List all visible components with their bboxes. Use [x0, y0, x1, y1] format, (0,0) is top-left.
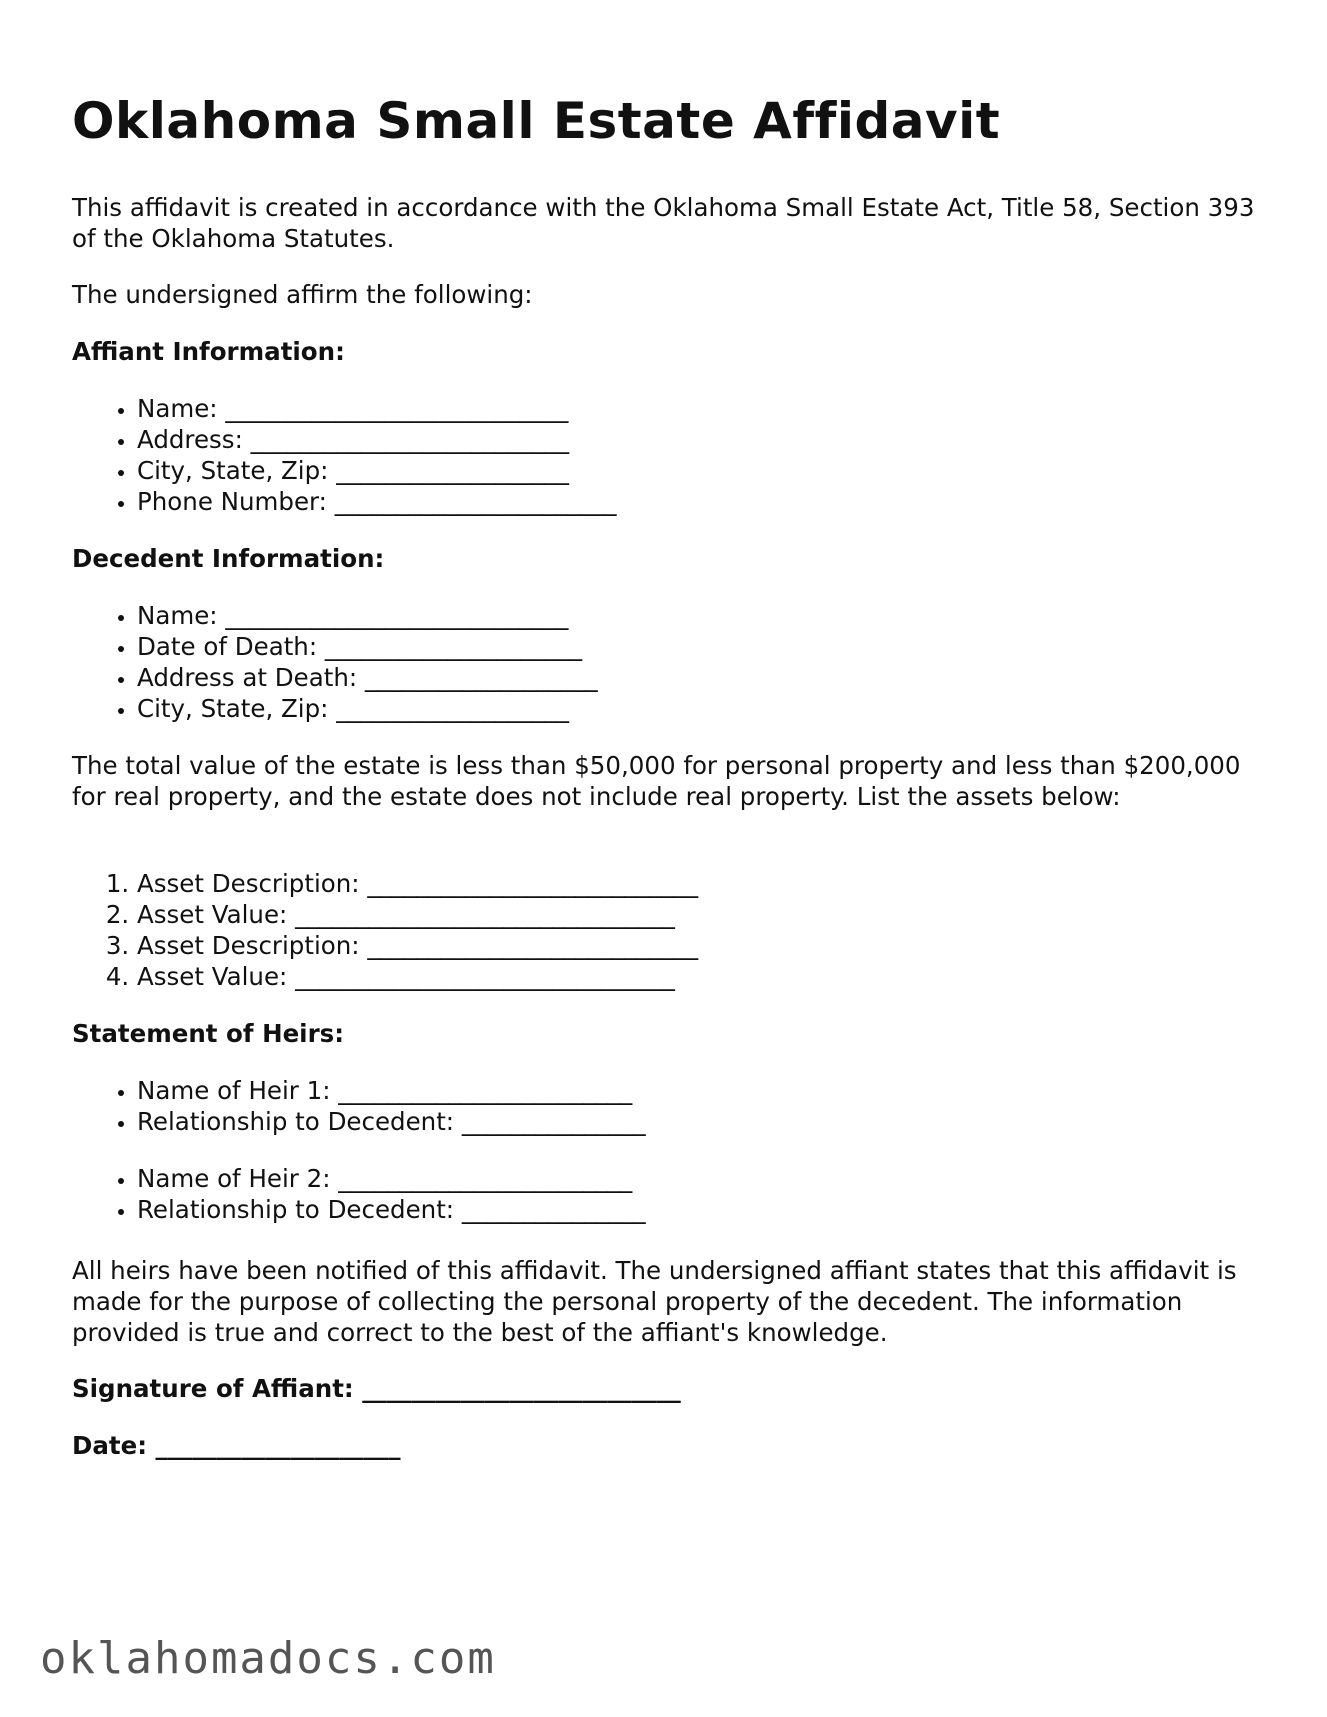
list-item: • Address at Death: ___________________ [137, 662, 1262, 693]
affirm-statement: The undersigned affirm the following: [72, 280, 533, 309]
list-item: • Date of Death: _____________________ [137, 631, 1262, 662]
intro-paragraph: This affidavit is created in accordance with the Oklahoma Small Estate Act, Title 58, Section 393 of the Oklahoma Statutes. [72, 193, 1255, 253]
signature-line: Signature of Affiant: __________________________ [72, 1374, 681, 1403]
affiant-list [72, 393, 1262, 517]
list-item: • Name: ____________________________ [137, 393, 1262, 424]
heirs-list-1 [72, 1075, 1262, 1137]
heirs-heading: Statement of Heirs: [72, 1019, 345, 1048]
decedent-list [72, 600, 1262, 724]
list-item: 2. Asset Value: _______________________________ [137, 899, 1262, 930]
list-item: • City, State, Zip: ___________________ [137, 455, 1262, 486]
list-item: • Name of Heir 2: ________________________ [137, 1163, 1262, 1194]
affirm-section [72, 279, 1262, 310]
notice-paragraph: All heirs have been notified of this affidavit. The undersigned affiant states that this affidavit is made for the purpose of collecting the personal property of the decedent. The information provided is true and correct to the best of the affiant's knowledge. [72, 1256, 1237, 1347]
signature-section [72, 1373, 1262, 1404]
assets-section [72, 868, 1262, 992]
list-item: 3. Asset Description: ___________________________ [137, 930, 1262, 961]
list-item: 1. Asset Description: ___________________________ [137, 868, 1262, 899]
decedent-heading: Decedent Information: [72, 544, 385, 573]
affiant-section [72, 336, 1262, 517]
affiant-heading: Affiant Information: [72, 337, 345, 366]
intro-section [72, 192, 1262, 254]
list-item: • Name: ____________________________ [137, 600, 1262, 631]
assets-list [72, 868, 1262, 992]
date-section [72, 1430, 1262, 1461]
list-item: • City, State, Zip: ___________________ [137, 693, 1262, 724]
date-line: Date: ____________________ [72, 1431, 401, 1460]
decedent-section [72, 543, 1262, 724]
estate-value-paragraph: The total value of the estate is less than $50,000 for personal property and less than $200,000 for real property, and the estate does not include real property. List the assets below: [72, 751, 1241, 811]
notice-section [72, 1255, 1262, 1348]
estate-value-section [72, 750, 1262, 812]
footer-watermark: oklahomadocs.com [40, 1633, 496, 1684]
list-item: • Relationship to Decedent: _______________ [137, 1106, 1262, 1137]
heirs-section [72, 1018, 1262, 1225]
heirs-list-2 [72, 1163, 1262, 1225]
list-item: • Address: __________________________ [137, 424, 1262, 455]
list-item: • Name of Heir 1: ________________________ [137, 1075, 1262, 1106]
list-item: 4. Asset Value: _______________________________ [137, 961, 1262, 992]
list-item: • Phone Number: _______________________ [137, 486, 1262, 517]
list-item: • Relationship to Decedent: _______________ [137, 1194, 1262, 1225]
document-title: Oklahoma Small Estate Affidavit [72, 92, 1001, 150]
